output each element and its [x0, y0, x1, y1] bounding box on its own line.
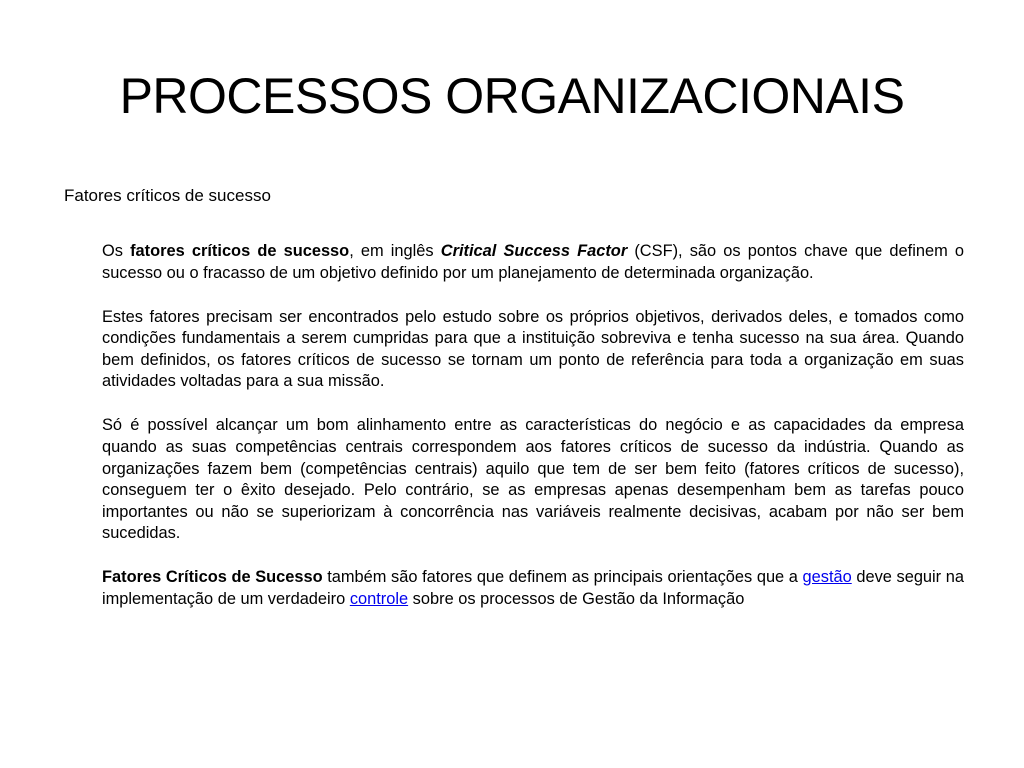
paragraph-orientation	[102, 567, 964, 610]
p1-text-c: , em inglês	[349, 242, 441, 260]
slide-body	[102, 241, 964, 610]
slide-subtitle: Fatores críticos de sucesso	[64, 186, 271, 205]
p1-bold-term: fatores críticos de sucesso	[130, 242, 350, 260]
p4-text-b: também são fatores que definem as principais orientações que a	[322, 568, 803, 587]
slide-title: PROCESSOS ORGANIZACIONAIS	[119, 68, 905, 124]
paragraph-finding-factors: Estes fatores precisam ser encontrados pelo estudo sobre os próprios objetivos, derivados deles, e tomados como condições fundamentais a serem cumpridas para que a instituição sobreviva e tenha sucesso na sua área. Quando bem definidos, os fatores críticos de sucesso se tornam um ponto de referência para toda a organização em suas atividades voltadas para a sua missão.	[102, 307, 964, 391]
controle-link[interactable]: controle	[349, 589, 409, 608]
p4-bold-term: Fatores Críticos de Sucesso	[102, 568, 323, 587]
p4-text-d: sobre os processos de Gestão da Informação	[408, 589, 745, 608]
gestao-link[interactable]: gestão	[802, 568, 852, 587]
p1-text-e: (CSF), são os pontos chave que definem o sucesso ou o fracasso de um objetivo definido por um planejamento de determinada organização.	[102, 242, 964, 282]
paragraph-alignment: Só é possível alcançar um bom alinhamento entre as características do negócio e as capacidades da empresa quando as suas competências centrais correspondem aos fatores críticos de sucesso da indústria. Quando as organizações fazem bem (competências centrais) aquilo que tem de ser bem feito (fatores críticos de sucesso), conseguem ter o êxito desejado. Pelo contrário, se as empresas apenas desempenham bem as tarefas pouco importantes ou não se superiorizam à concorrência nas variáveis realmente decisivas, acabam por não ser bem sucedidas.	[102, 416, 964, 543]
p1-english-term: Critical Success Factor	[440, 242, 628, 260]
paragraph-definition	[102, 241, 964, 284]
p1-text-a: Os	[102, 242, 131, 260]
p4-text-c: deve seguir na implementação de um verdadeiro	[102, 568, 964, 608]
